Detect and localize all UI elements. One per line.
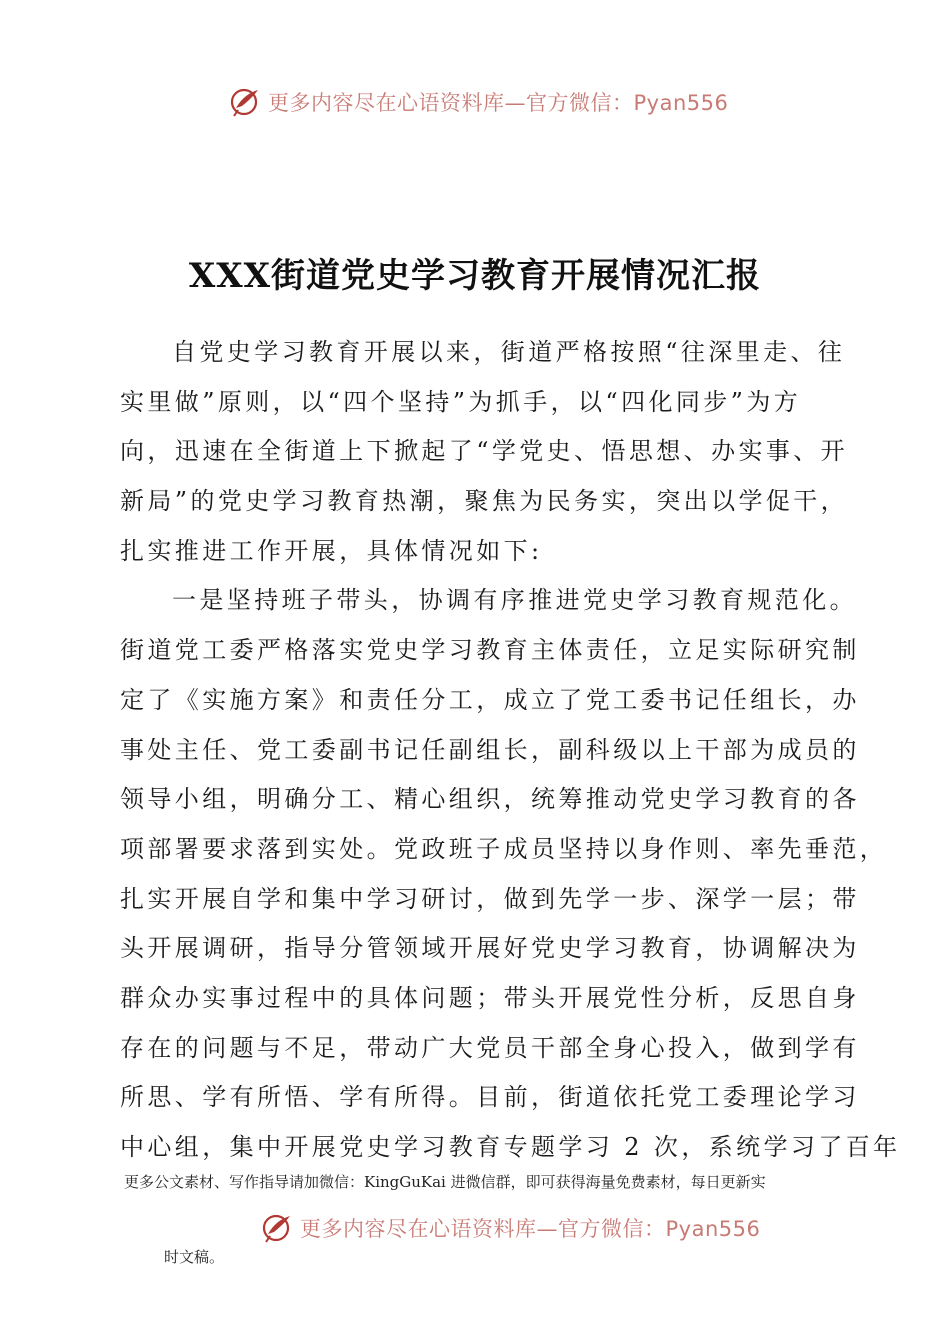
watermark-text: 更多内容尽在心语资料库—官方微信：Pyan556 [268,91,729,115]
document-body [120,328,901,1173]
paragraph-line: 一是坚持班子带头，协调有序推进党史学习教育规范化。 [172,586,857,615]
paragraph-line: 自党史学习教育开展以来，街道严格按照“往深里走、往 [172,338,846,366]
paragraph-line: 向，迅速在全街道上下掀起了“学党史、悟思想、办实事、开 [120,437,849,466]
paragraph-line: 领导小组，明确分工、精心组织，统筹推动党史学习教育的各 [120,785,860,814]
paragraph-line: 项部署要求落到实处。党政班子成员坚持以身作则、率先垂范， [120,834,888,863]
quill-pen-logo-icon [260,1210,296,1246]
document-title: XXX街道党史学习教育开展情况汇报 [188,256,762,296]
paragraph-line: 扎实推进工作开展，具体情况如下: [120,536,543,565]
paragraph-line: 定了《实施方案》和责任分工，成立了党工委书记任组长，办 [120,685,860,714]
paragraph-line: 事处主任、党工委副书记任副组长，副科级以上干部为成员的 [120,735,860,764]
footer-note-continuation: 时文稿。 [164,1248,225,1266]
paragraph-line: 中心组，集中开展党史学习教育专题学习 2 次，系统学习了百年 [120,1133,901,1161]
header-watermark-banner [0,80,950,124]
paragraph-line: 所思、学有所悟、学有所得。目前，街道依托党工委理论学习 [120,1083,860,1112]
paragraph-line: 群众办实事过程中的具体问题；带头开展党性分析，反思自身 [120,983,860,1012]
paragraph-line: 头开展调研，指导分管领域开展好党史学习教育，协调解决为 [120,934,860,963]
footer-note: 更多公文素材、写作指导请加微信：KingGuKai 进微信群，即可获得海量免费素材，每日更新实 [124,1173,766,1191]
paragraph-line: 新局”的党史学习教育热潮，聚焦为民务实，突出以学促干， [120,487,849,516]
paragraph-line: 街道党工委严格落实党史学习教育主体责任，立足实际研究制 [120,636,860,665]
paragraph-line: 存在的问题与不足，带动广大党员干部全身心投入，做到学有 [120,1033,860,1062]
quill-pen-logo-icon [228,84,264,120]
paragraph-line: 实里做”原则，以“四个坚持”为抓手，以“四化同步”为方 [120,387,802,416]
watermark-text: 更多内容尽在心语资料库—官方微信：Pyan556 [300,1217,761,1241]
footer-watermark-banner [0,1206,950,1250]
paragraph-line: 扎实开展自学和集中学习研讨，做到先学一步、深学一层；带 [120,884,860,913]
